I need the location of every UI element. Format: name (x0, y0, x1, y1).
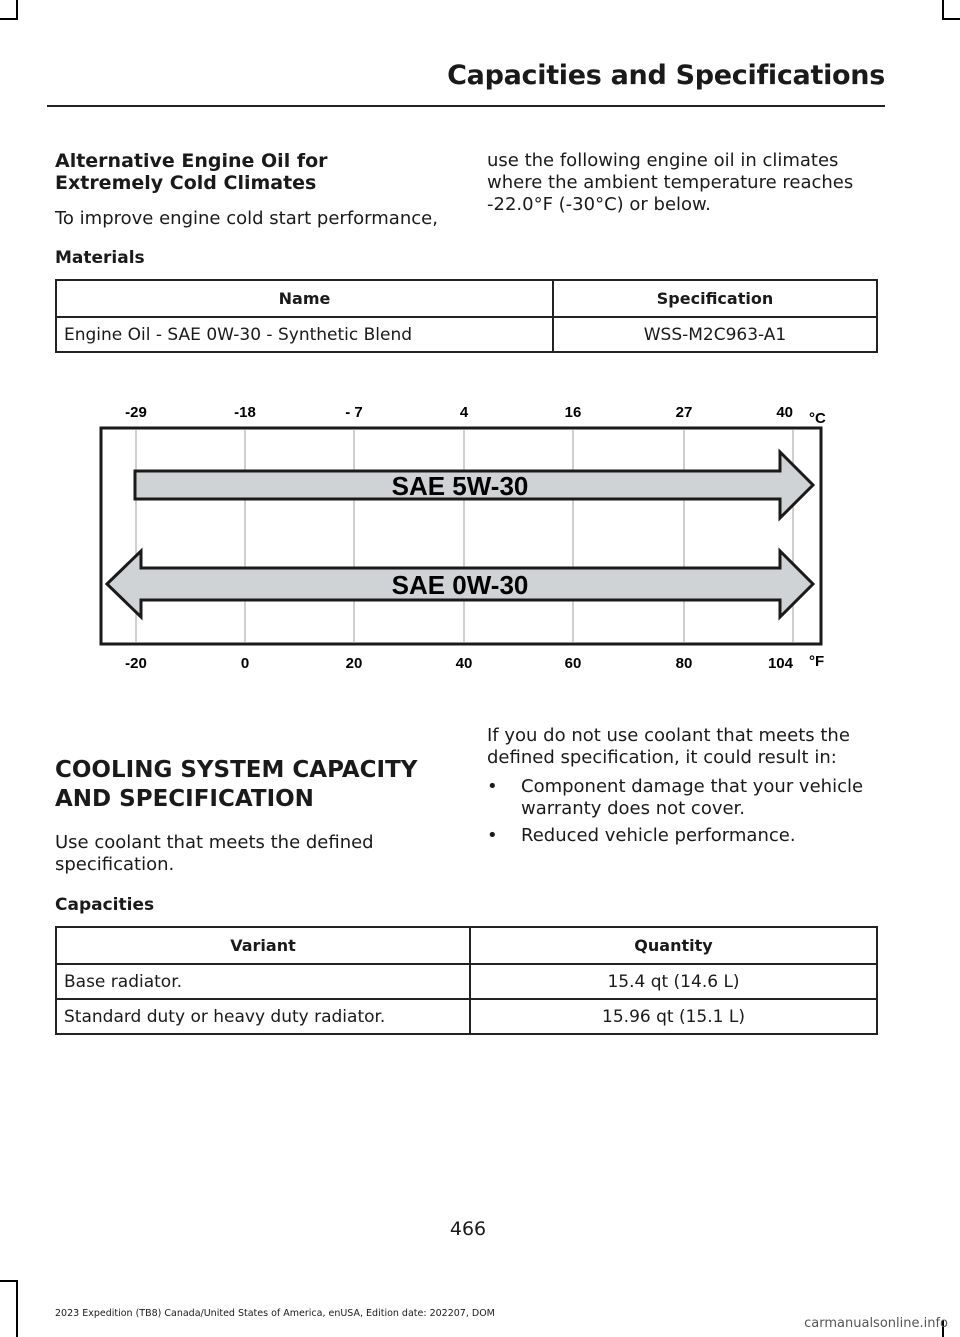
celsius-tick-label: 40 (776, 404, 793, 421)
celsius-tick-label: - 7 (345, 404, 363, 421)
celsius-unit: °C (809, 410, 826, 427)
footer-text: 2023 Expedition (TB8) Canada/United States of America, enUSA, Edition date: 202207, DOM (55, 1308, 495, 1319)
celsius-tick-label: -29 (125, 404, 147, 421)
oil-heading-line1: Alternative Engine Oil for (55, 150, 328, 172)
fahrenheit-tick-label: 60 (564, 655, 582, 672)
fahrenheit-tick-label: 20 (345, 655, 363, 672)
table-row (56, 317, 877, 352)
cooling-intro-1: Use coolant that meets the defined (55, 832, 374, 853)
table-row (56, 964, 877, 999)
crop-mark (16, 0, 18, 20)
cooling-heading-line2: AND SPECIFICATION (55, 786, 314, 812)
table-cell: WSS-M2C963-A1 (553, 317, 877, 352)
cooling-warning-2: defined specification, it could result in: (487, 747, 837, 768)
header-rule (47, 105, 885, 107)
bullet-dot: • (487, 776, 498, 797)
table-row (56, 999, 877, 1034)
materials-label: Materials (55, 248, 145, 268)
crop-mark (16, 1280, 18, 1337)
oil-intro-right-2: where the ambient temperature reaches (487, 172, 854, 193)
column-header: Variant (56, 927, 470, 964)
crop-mark (0, 1280, 18, 1282)
oil-intro-left: To improve engine cold start performance, (55, 208, 438, 229)
fahrenheit-unit: °F (809, 653, 825, 670)
crop-mark (942, 0, 944, 20)
crop-mark (0, 18, 18, 20)
list-item-line: warranty does not cover. (521, 798, 746, 819)
series-label: SAE 5W-30 (391, 471, 529, 501)
column-header: Name (56, 280, 553, 317)
table-header-row (56, 927, 877, 964)
page-title: Capacities and Specifications (447, 60, 885, 91)
celsius-tick-label: 4 (459, 404, 469, 421)
cooling-intro-2: specification. (55, 854, 175, 875)
page-number: 466 (449, 1218, 487, 1240)
fahrenheit-tick-label: 80 (675, 655, 693, 672)
watermark: carmanualsonline.info (804, 1316, 948, 1331)
table-cell: 15.4 qt (14.6 L) (470, 964, 877, 999)
oil-viscosity-chart (0, 390, 960, 680)
oil-intro-right-3: -22.0°F (-30°C) or below. (487, 194, 711, 215)
list-item (487, 776, 887, 820)
list-item (487, 825, 887, 847)
fahrenheit-tick-label: 0 (240, 655, 250, 672)
oil-intro-right-1: use the following engine oil in climates (487, 150, 839, 171)
materials-table (55, 279, 878, 353)
capacities-label: Capacities (55, 895, 155, 915)
column-header: Quantity (470, 927, 877, 964)
cooling-warning-1: If you do not use coolant that meets the (487, 725, 850, 746)
capacities-table (55, 926, 878, 1035)
table-header-row (56, 280, 877, 317)
celsius-tick-label: 27 (675, 404, 693, 421)
table-cell: 15.96 qt (15.1 L) (470, 999, 877, 1034)
table-cell: Engine Oil - SAE 0W-30 - Synthetic Blend (56, 317, 553, 352)
list-item-line: Reduced vehicle performance. (521, 825, 796, 846)
celsius-tick-label: -18 (234, 404, 256, 421)
fahrenheit-tick-label: 40 (455, 655, 473, 672)
cooling-heading-line1: COOLING SYSTEM CAPACITY (55, 757, 418, 783)
oil-heading-line2: Extremely Cold Climates (55, 172, 317, 194)
celsius-tick-label: 16 (564, 404, 582, 421)
bullet-dot: • (487, 825, 498, 846)
crop-mark (942, 18, 960, 20)
column-header: Specification (553, 280, 877, 317)
fahrenheit-tick-label: -20 (125, 655, 147, 672)
table-cell: Base radiator. (56, 964, 470, 999)
fahrenheit-tick-label: 104 (767, 655, 793, 672)
table-cell: Standard duty or heavy duty radiator. (56, 999, 470, 1034)
series-label: SAE 0W-30 (391, 570, 529, 600)
list-item-line: Component damage that your vehicle (521, 776, 864, 797)
chart-frame (101, 428, 821, 644)
